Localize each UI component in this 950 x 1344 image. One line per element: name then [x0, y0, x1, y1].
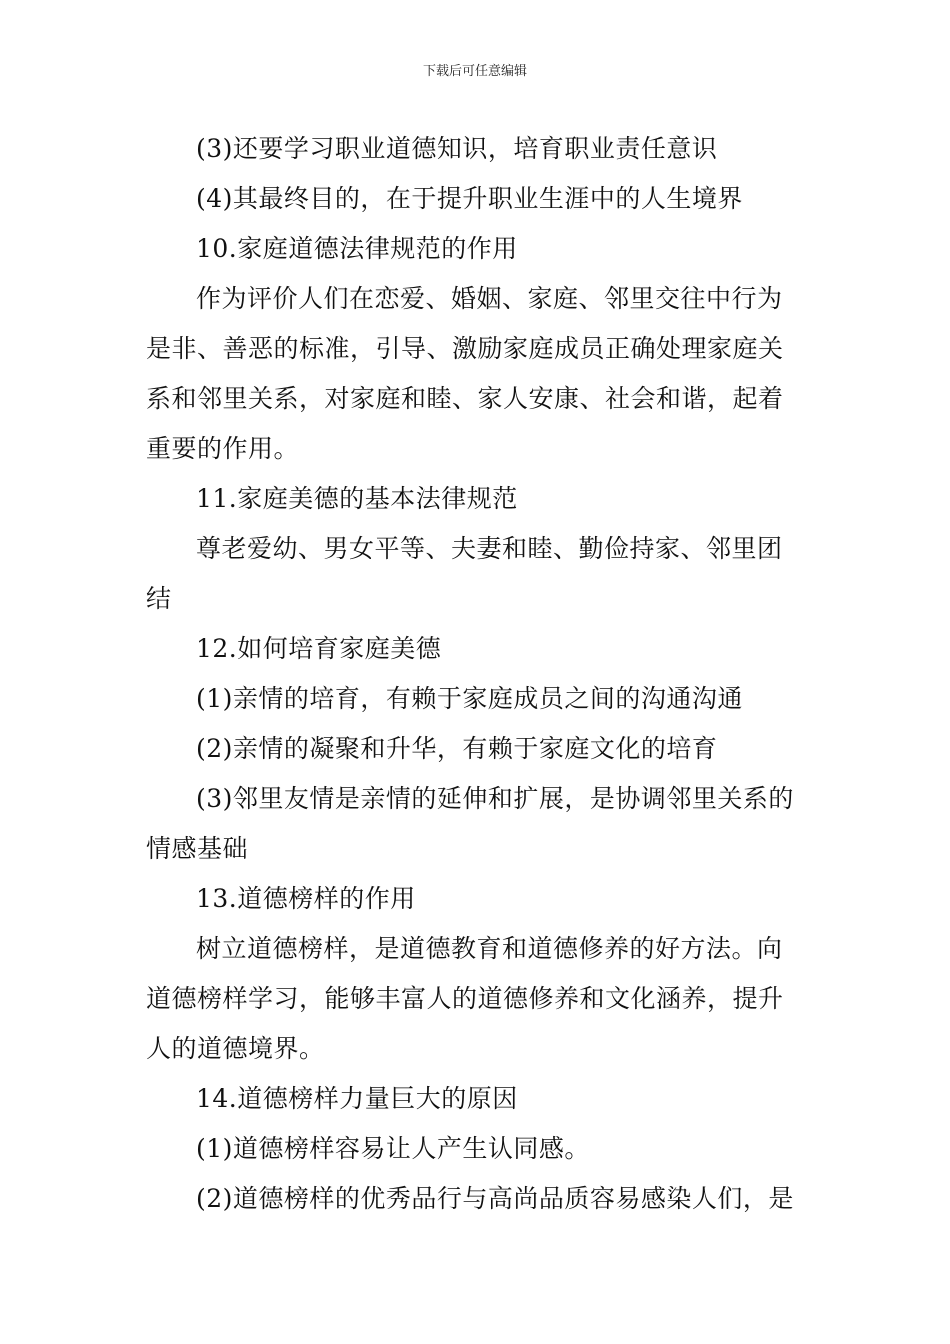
section-heading: 10.家庭道德法律规范的作用 [196, 234, 518, 263]
section-heading: 11.家庭美德的基本法律规范 [196, 484, 518, 513]
text-line: 作为评价人们在恋爱、婚姻、家庭、邻里交往中行为 [196, 284, 783, 313]
text-line: 是非、善恶的标准，引导、激励家庭成员正确处理家庭关 [146, 334, 784, 363]
section-heading: 12.如何培育家庭美德 [196, 634, 442, 663]
text-line: (4)其最终目的，在于提升职业生涯中的人生境界 [196, 184, 743, 213]
text-line: (2)道德榜样的优秀品行与高尚品质容易感染人们，是 [196, 1184, 794, 1213]
text-line: (3)邻里友情是亲情的延伸和扩展，是协调邻里关系的 [196, 784, 794, 813]
text-line: 道德榜样学习，能够丰富人的道德修养和文化涵养，提升 [146, 984, 784, 1013]
text-line: (1)道德榜样容易让人产生认同感。 [196, 1134, 590, 1163]
page-header: 下载后可任意编辑 [422, 64, 527, 79]
text-line: (1)亲情的培育，有赖于家庭成员之间的沟通沟通 [196, 684, 743, 713]
text-line: 结 [146, 584, 172, 613]
text-line: (2)亲情的凝聚和升华，有赖于家庭文化的培育 [196, 734, 718, 763]
section-heading: 13.道德榜样的作用 [196, 884, 416, 913]
text-line: 系和邻里关系，对家庭和睦、家人安康、社会和谐，起着 [146, 384, 784, 413]
document-body [146, 124, 810, 1224]
text-line: 树立道德榜样，是道德教育和道德修养的好方法。向 [196, 934, 783, 963]
text-line: 尊老爱幼、男女平等、夫妻和睦、勤俭持家、邻里团 [196, 534, 783, 563]
text-line: 情感基础 [146, 834, 249, 863]
section-heading: 14.道德榜样力量巨大的原因 [196, 1084, 518, 1113]
text-line: (3)还要学习职业道德知识，培育职业责任意识 [196, 134, 718, 163]
text-line: 重要的作用。 [146, 434, 300, 463]
text-line: 人的道德境界。 [146, 1034, 325, 1063]
